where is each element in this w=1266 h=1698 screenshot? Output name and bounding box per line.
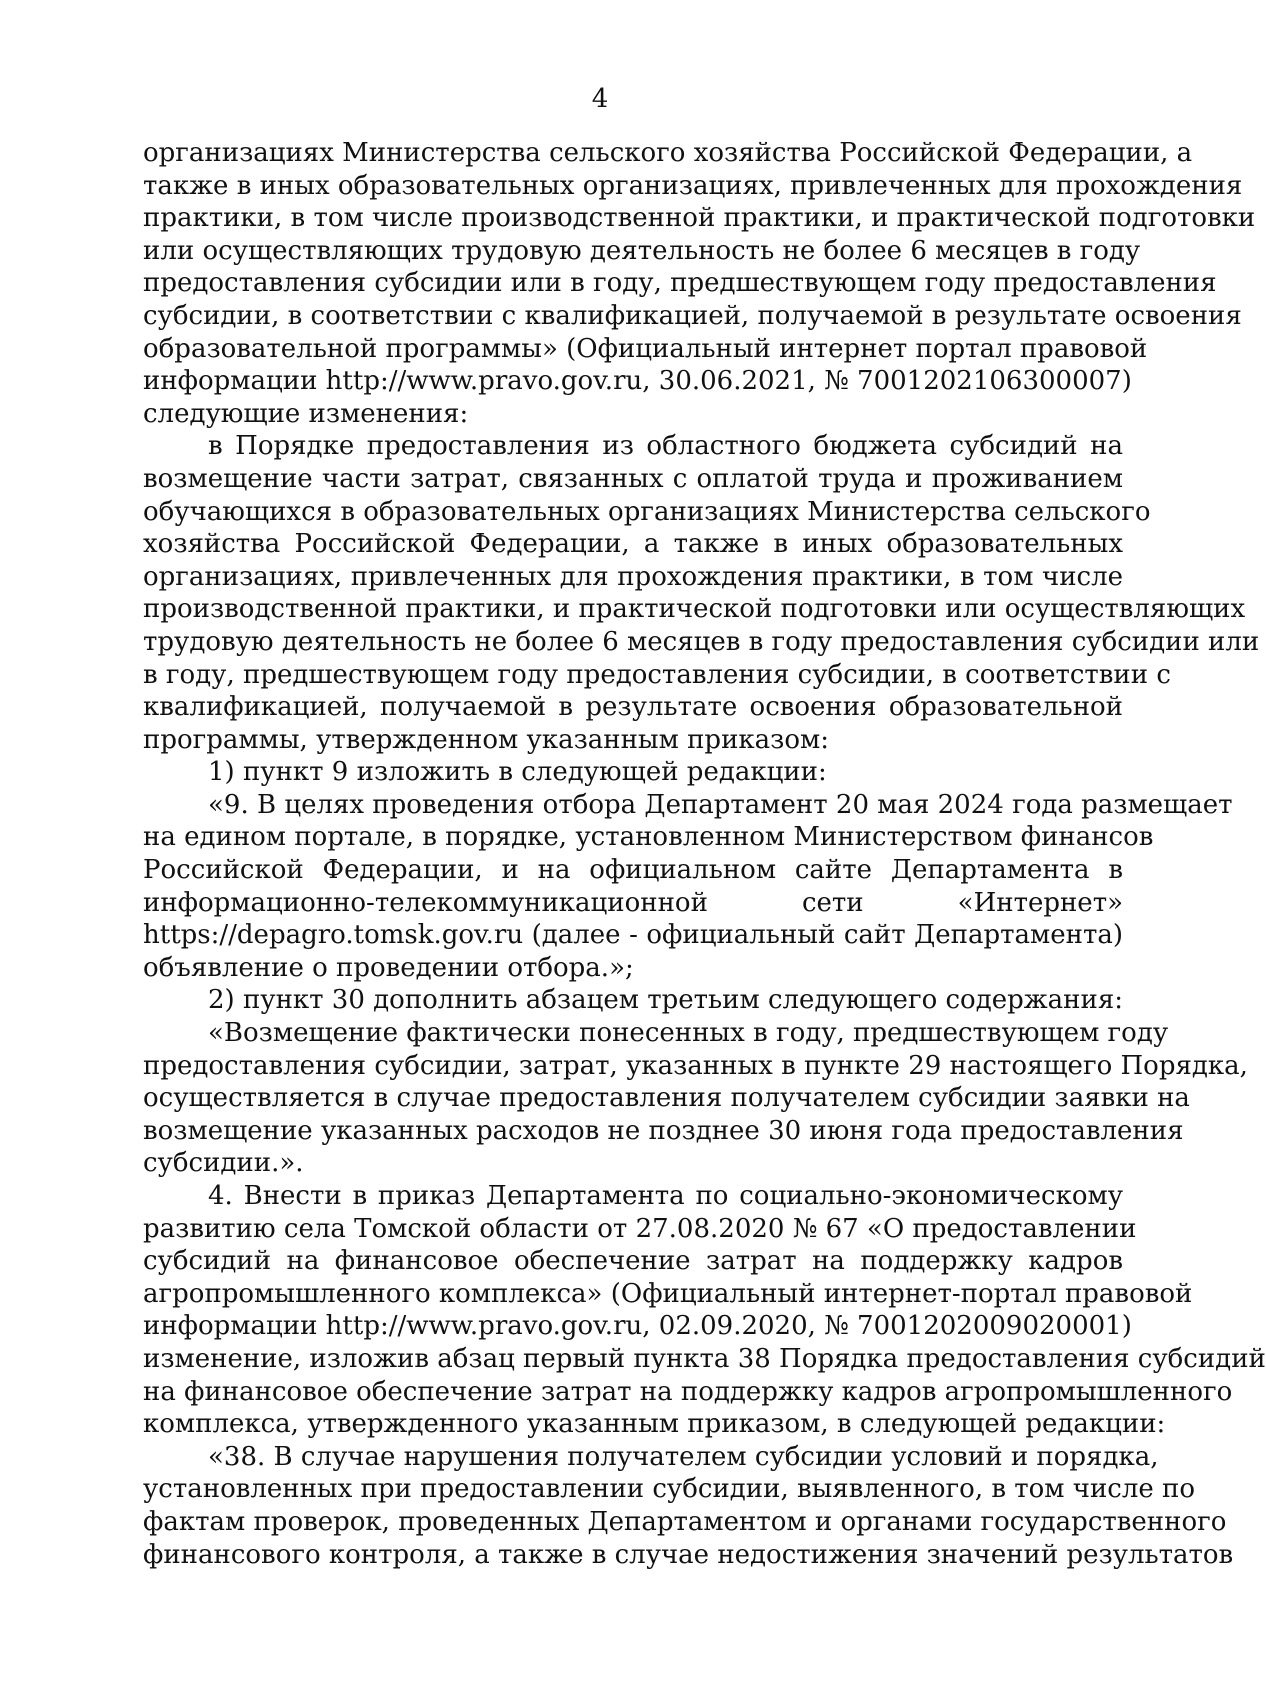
- text-line: 4. Внести в приказ Департамента по социально-экономическому: [208, 1181, 1123, 1211]
- text-line: на едином портале, в порядке, установленном Министерством финансов: [143, 822, 1154, 853]
- text-line: в году, предшествующем году предоставления субсидии, в соответствии с: [143, 659, 1171, 690]
- text-line: «Возмещение фактически понесенных в году, предшествующем году: [208, 1018, 1169, 1049]
- text-line: программы, утвержденном указанным приказом:: [143, 724, 829, 755]
- text-line: «38. В случае нарушения получателем субсидии условий и порядка,: [208, 1441, 1159, 1472]
- text-line: осуществляется в случае предоставления получателем субсидии заявки на: [143, 1083, 1190, 1114]
- text-line: финансового контроля, а также в случае недостижения значений результатов: [143, 1539, 1234, 1570]
- text-line: практики, в том числе производственной практики, и практической подготовки: [143, 203, 1256, 234]
- text-line: информации http://www.pravo.gov.ru, 02.09.2020, № 7001202009020001): [143, 1311, 1132, 1342]
- text-line: субсидии, в соответствии с квалификацией, получаемой в результате освоения: [143, 300, 1242, 331]
- text-line: предоставления субсидии, затрат, указанных в пункте 29 настоящего Порядка,: [143, 1050, 1248, 1081]
- text-line: субсидий на финансовое обеспечение затрат на поддержку кадров: [143, 1246, 1123, 1277]
- text-line: или осуществляющих трудовую деятельность не более 6 месяцев в году: [143, 235, 1141, 266]
- text-line: организациях, привлеченных для прохождения практики, в том числе: [143, 561, 1123, 592]
- text-line: «9. В целях проведения отбора Департамент 20 мая 2024 года размещает: [208, 789, 1233, 820]
- text-line: фактам проверок, проведенных Департаментом и органами государственного: [143, 1506, 1227, 1537]
- text-line: трудовую деятельность не более 6 месяцев в году предоставления субсидии или: [143, 626, 1260, 657]
- text-line: в Порядке предоставления из областного бюджета субсидий на: [208, 431, 1123, 462]
- text-line: возмещение части затрат, связанных с оплатой труда и проживанием: [143, 463, 1123, 494]
- text-line: 1) пункт 9 изложить в следующей редакции:: [208, 757, 827, 788]
- text-line: информационно-телекоммуникационной сети «Интернет»: [143, 887, 1123, 918]
- text-line: образовательной программы» (Официальный интернет портал правовой: [143, 333, 1148, 364]
- text-line: субсидии.».: [143, 1148, 304, 1179]
- text-line: хозяйства Российской Федерации, а также в иных образовательных: [143, 529, 1123, 560]
- text-line: 2) пункт 30 дополнить абзацем третьим следующего содержания:: [208, 985, 1123, 1016]
- text-line: развитию села Томской области от 27.08.2020 № 67 «О предоставлении: [143, 1213, 1137, 1244]
- text-line: изменение, изложив абзац первый пункта 38 Порядка предоставления субсидий: [143, 1343, 1266, 1374]
- text-line: производственной практики, и практической подготовки или осуществляющих: [143, 594, 1246, 625]
- text-line: предоставления субсидии или в году, предшествующем году предоставления: [143, 268, 1217, 299]
- text-line: обучающихся в образовательных организациях Министерства сельского: [143, 496, 1151, 527]
- text-line: комплекса, утвержденного указанным приказом, в следующей редакции:: [143, 1409, 1166, 1440]
- text-line: объявление о проведении отбора.»;: [143, 952, 634, 983]
- text-line: на финансовое обеспечение затрат на поддержку кадров агропромышленного: [143, 1376, 1233, 1407]
- text-line: Российской Федерации, и на официальном сайте Департамента в: [143, 855, 1123, 886]
- text-line: агропромышленного комплекса» (Официальный интернет-портал правовой: [143, 1278, 1193, 1309]
- text-line: организациях Министерства сельского хозяйства Российской Федерации, а: [143, 138, 1193, 168]
- document-body: [143, 137, 1266, 1571]
- page-number: 4: [591, 84, 609, 114]
- text-line: возмещение указанных расходов не позднее 30 июня года предоставления: [143, 1115, 1184, 1146]
- text-line: квалификацией, получаемой в результате освоения образовательной: [143, 692, 1123, 723]
- text-line: также в иных образовательных организациях, привлеченных для прохождения: [143, 170, 1243, 201]
- text-line: информации http://www.pravo.gov.ru, 30.06.2021, № 7001202106300007): [143, 366, 1132, 397]
- text-line: установленных при предоставлении субсидии, выявленного, в том числе по: [143, 1474, 1196, 1505]
- text-line: https://depagro.tomsk.gov.ru (далее - официальный сайт Департамента): [143, 920, 1123, 951]
- text-line: следующие изменения:: [143, 398, 469, 429]
